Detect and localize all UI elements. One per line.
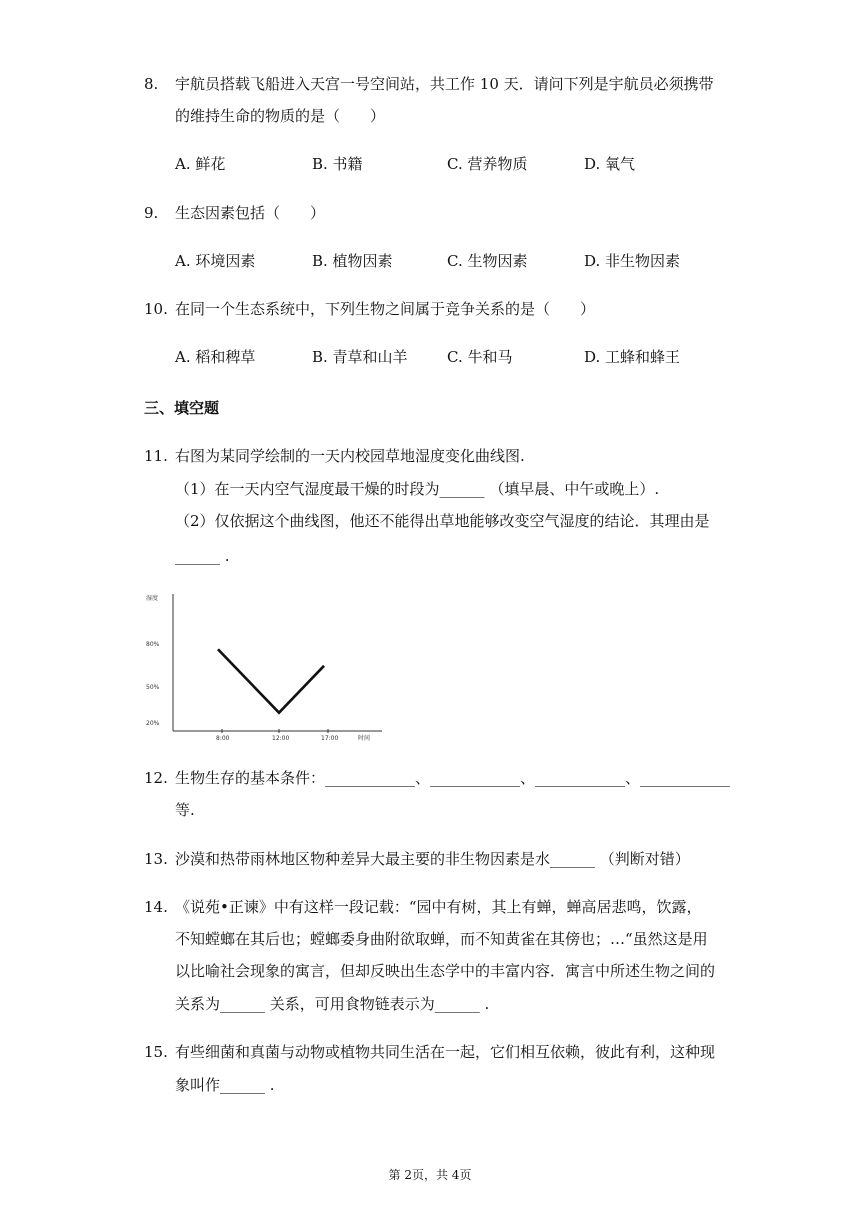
question-8-option-c: C. 营养物质 [447, 155, 528, 173]
question-11-text-line4: ______ . [175, 547, 230, 565]
question-10-number: 10. [144, 300, 168, 318]
question-13-text-line1: 沙漠和热带雨林地区物种差异大最主要的非生物因素是水______ （判断对错） [175, 850, 690, 868]
question-14-text-line3: 以比喻社会现象的寓言，但却反映出生态学中的丰富内容．寓言中所述生物之间的 [175, 962, 716, 980]
question-8-text-line2: 的维持生命的物质的是（ ） [175, 107, 386, 125]
question-10-option-d: D. 工蜂和蜂王 [584, 348, 681, 366]
question-8-text-line1: 宇航员搭载飞船进入天宫一号空间站，共工作 10 天．请问下列是宇航员必须携带 [175, 75, 714, 93]
question-9-option-b: B. 植物因素 [312, 252, 393, 270]
page-footer: 第 2页，共 4页 [388, 1168, 472, 1182]
question-9-option-a: A. 环境因素 [175, 252, 256, 270]
question-8-option-a: A. 鲜花 [175, 155, 226, 173]
question-13-number: 13. [144, 850, 168, 868]
question-9-option-d: D. 非生物因素 [584, 252, 681, 270]
question-12-text-line2: 等. [175, 801, 195, 819]
question-8-option-b: B. 书籍 [312, 155, 363, 173]
chart-series-line [218, 649, 324, 712]
question-10-option-c: C. 牛和马 [447, 348, 513, 366]
question-15-number: 15. [144, 1043, 168, 1061]
chart-xlabel: 时间 [358, 735, 371, 742]
question-8-number: 8. [144, 75, 159, 93]
question-9-option-c: C. 生物因素 [447, 252, 528, 270]
question-15-text-line1: 有些细菌和真菌与动物或植物共同生活在一起，它们相互依赖，彼此有利，这种现 [175, 1043, 716, 1061]
question-14-text-line2: 不知螳螂在其后也；螳螂委身曲附欲取蝉，而不知黄雀在其傍也；…“虽然这是用 [175, 930, 708, 948]
section-heading-fill-in: 三、填空题 [144, 399, 220, 417]
question-11-text-line3: （2）仅依据这个曲线图，他还不能得出草地能够改变空气湿度的结论．其理由是 [175, 512, 710, 530]
question-8-option-d: D. 氧气 [584, 155, 636, 173]
question-10-option-a: A. 稻和稗草 [175, 348, 256, 366]
chart-ytick-20: 20% [146, 720, 160, 727]
chart-ytick-50: 50% [146, 684, 160, 691]
question-14-text-line1: 《说苑•正谏》中有这样一段记载：“园中有树，其上有蝉，蝉高居悲鸣，饮露， [175, 898, 702, 916]
question-9-number: 9. [144, 204, 159, 222]
chart-ytick-80: 80% [146, 641, 160, 648]
question-9-text-line1: 生态因素包括（ ） [175, 204, 326, 222]
question-11-text-line1: 右图为某同学绘制的一天内校园草地湿度变化曲线图. [175, 447, 525, 465]
chart-xtick-1200: 12:00 [272, 735, 290, 742]
question-12-number: 12. [144, 769, 168, 787]
question-14-text-line4: 关系为______ 关系，可用食物链表示为______ . [175, 995, 490, 1013]
humidity-chart [140, 588, 390, 748]
question-10-option-b: B. 青草和山羊 [312, 348, 408, 366]
question-11-text-line2: （1）在一天内空气湿度最干燥的时段为______ （填早晨、中午或晚上）. [175, 480, 660, 498]
question-10-text-line1: 在同一个生态系统中，下列生物之间属于竞争关系的是（ ） [175, 300, 596, 318]
question-14-number: 14. [144, 898, 168, 916]
question-15-text-line2: 象叫作______ . [175, 1076, 275, 1094]
chart-ylabel: 湿度 [146, 595, 159, 602]
chart-xtick-1700: 17:00 [321, 735, 339, 742]
question-12-text-line1: 生物生存的基本条件：____________、____________、____________、____________ [175, 769, 731, 787]
chart-xtick-0800: 8:00 [216, 735, 230, 742]
question-11-number: 11. [144, 447, 168, 465]
